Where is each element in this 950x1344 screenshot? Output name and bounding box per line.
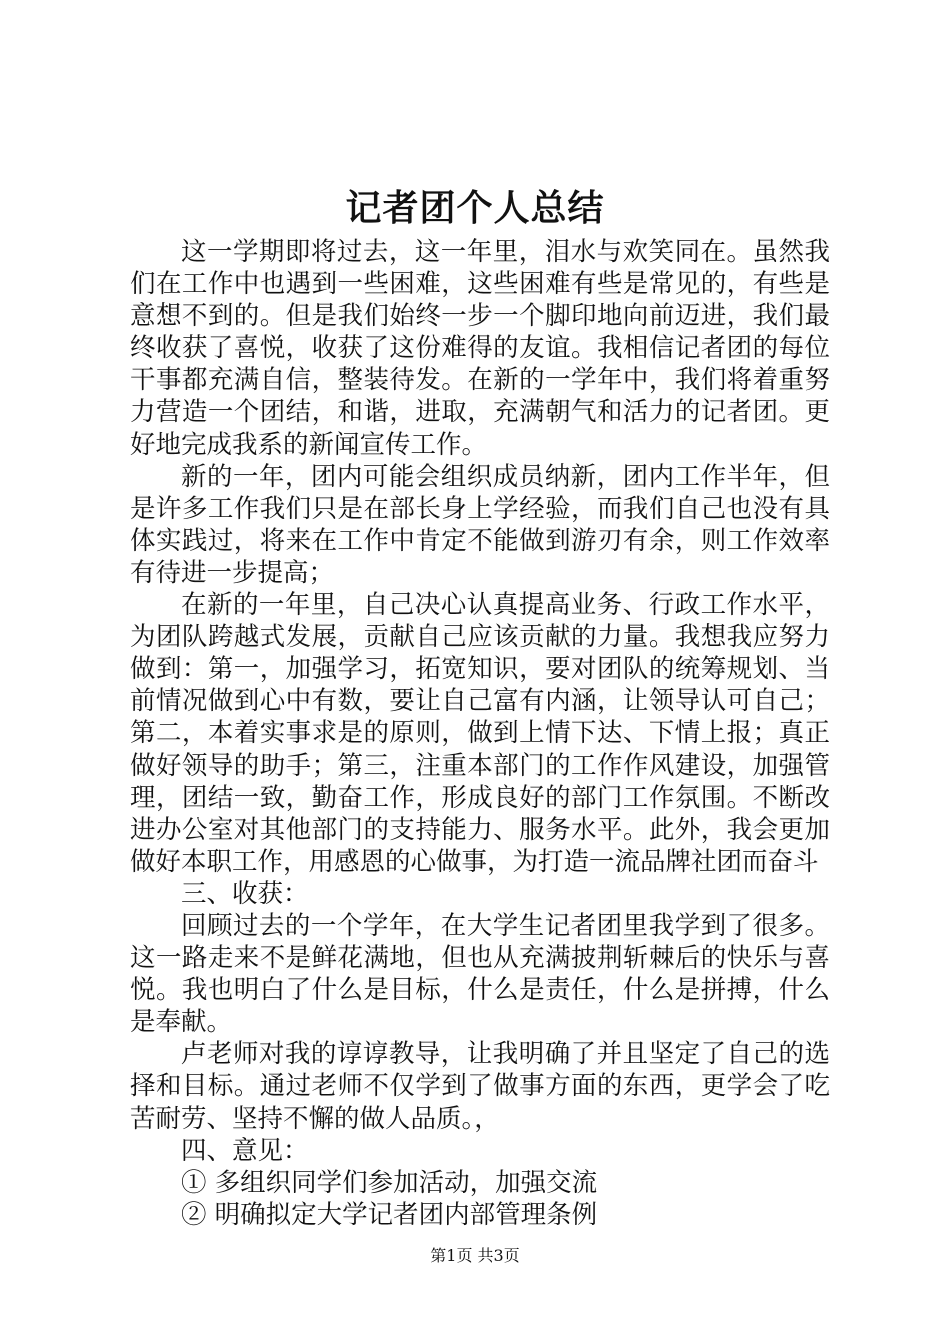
paragraph-teacher: 卢老师对我的谆谆教导，让我明确了并且坚定了自己的选择和目标。通过老师不仅学到了做事方面的东西，更学会了吃苦耐劳、坚持不懈的做人品质。，: [130, 1039, 830, 1134]
paragraph-intro: 这一学期即将过去，这一年里，泪水与欢笑同在。虽然我们在工作中也遇到一些困难，这些困难有些是常见的，有些是意想不到的。但是我们始终一步一个脚印地向前迈进，我们最终收获了喜悦，收获了这份难得的友谊。我相信记者团的每位干事都充满自信，整装待发。在新的一学年中，我们将着重努力营造一个团结，和谐，进取，充满朝气和活力的记者团。更好地完成我系的新闻宣传工作。: [130, 237, 830, 460]
paragraph-resolution: 在新的一年里，自己决心认真提高业务、行政工作水平，为团队跨越式发展，贡献自己应该贡献的力量。我想我应努力做到：第一，加强学习，拓宽知识，要对团队的统筹规划、当前情况做到心中有数，要让自己富有内涵，让领导认可自己；第二，本着实事求是的原则，做到上情下达、下情上报；真正做好领导的助手；第三，注重本部门的工作作风建设，加强管理，团结一致，勤奋工作，形成良好的部门工作氛围。不断改进办公室对其他部门的支持能力、服务水平。此外，我会更加做好本职工作，用感恩的心做事，为打造一流品牌社团而奋斗: [130, 590, 830, 877]
page-number-footer: 第1页 共3页: [430, 1246, 520, 1265]
section-heading-gains: 三、收获：: [181, 878, 309, 909]
document-body: [130, 236, 830, 1231]
list-item: ① 多组织同学们参加活动，加强交流: [181, 1167, 598, 1198]
list-item: ② 明确拟定大学记者团内部管理条例: [181, 1199, 598, 1230]
section-heading-opinions: 四、意见：: [181, 1135, 309, 1166]
paragraph-review: 回顾过去的一个学年，在大学生记者团里我学到了很多。这一路走来不是鲜花满地，但也从充满披荆斩棘后的快乐与喜悦。我也明白了什么是目标，什么是责任，什么是拼搏，什么是奉献。: [130, 910, 830, 1038]
document-title: 记者团个人总结: [345, 187, 605, 229]
paragraph-new-year: 新的一年，团内可能会组织成员纳新，团内工作半年，但是许多工作我们只是在部长身上学经验，而我们自己也没有具体实践过，将来在工作中肯定不能做到游刃有余，则工作效率有待进一步提高；: [130, 461, 830, 588]
